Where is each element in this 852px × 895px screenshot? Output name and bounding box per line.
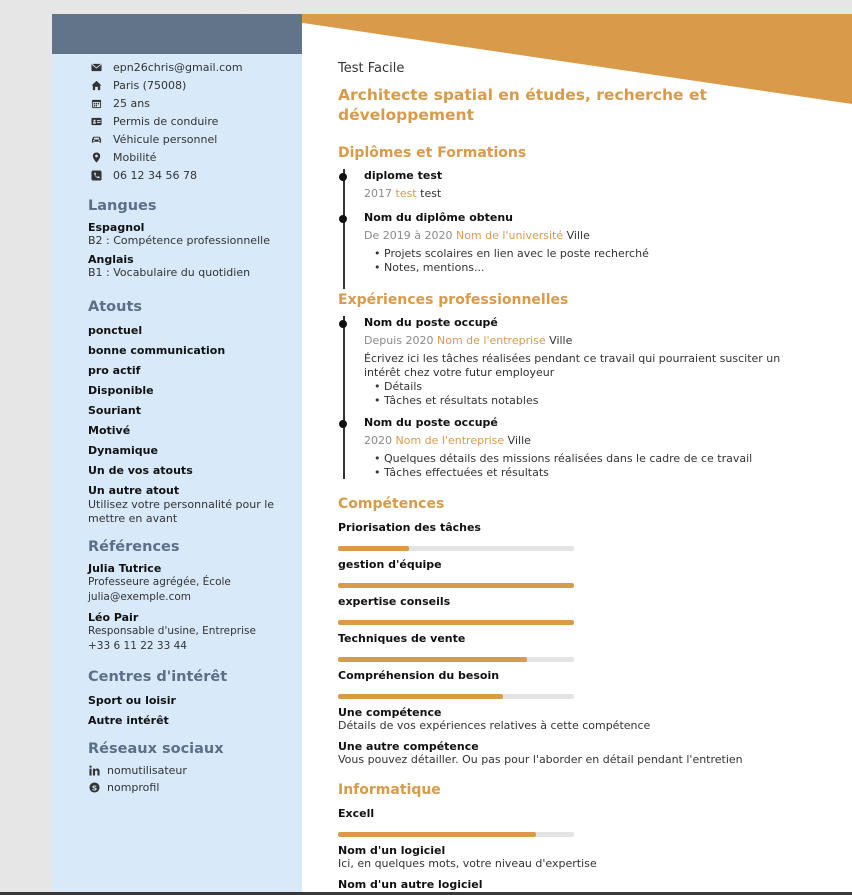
bullet-item: • Projets scolaires en lien avec le poste recherché: [364, 247, 819, 261]
contact-address: [90, 76, 243, 94]
reference-contact[interactable]: +33 6 11 22 33 44: [88, 640, 187, 652]
interests-section: [88, 669, 288, 734]
atout-item: Un de vos atouts: [88, 464, 193, 477]
home-icon: [90, 79, 102, 91]
experience-meta: [364, 334, 819, 352]
contact-mobility: [90, 148, 243, 166]
experience-date: 2020: [364, 434, 392, 447]
contact-phone-text: 06 12 34 56 78: [113, 168, 197, 182]
timeline-dot: [339, 420, 347, 428]
skill-bar-fill: [338, 620, 574, 625]
experience-item: [364, 416, 819, 480]
bullet-item: • Notes, mentions...: [364, 261, 819, 275]
it-text-item: [338, 878, 808, 891]
social-section: [88, 741, 288, 796]
atout-item: Motivé: [88, 424, 131, 437]
social-linkedin[interactable]: [88, 762, 288, 779]
social-skype[interactable]: [88, 779, 288, 796]
language-level: B2 : Compétence professionnelle: [88, 234, 270, 247]
diploma-item: [364, 211, 819, 275]
svg-text:S: S: [91, 783, 97, 793]
skill-item: [338, 632, 574, 652]
atout-item: Souriant: [88, 404, 142, 417]
languages-section: [88, 198, 288, 285]
languages-title: Langues: [88, 198, 157, 214]
experiences-title: Expériences professionnelles: [338, 292, 569, 308]
it-text-name: Nom d'un logiciel: [338, 844, 446, 857]
diploma-school: Nom de l'université: [455, 229, 564, 242]
social-skype-text: nomprofil: [107, 781, 160, 794]
envelope-icon: [90, 61, 102, 73]
interests-title: Centres d'intérêt: [88, 669, 228, 685]
reference-role: Professeure agrégée, École: [88, 576, 231, 588]
linkedin-icon: [88, 765, 100, 777]
diploma-date: De 2019 à 2020: [364, 229, 453, 242]
calendar-icon: [90, 97, 102, 109]
atout-item: bonne communication: [88, 344, 226, 357]
bullet-item: • Détails: [364, 380, 819, 394]
it-text-name: Nom d'un autre logiciel: [338, 878, 483, 891]
diploma-title: diplome test: [364, 169, 443, 182]
it-text-desc: Ici, en quelques mots, votre niveau d'expertise: [338, 857, 597, 870]
job-title: Architecte spatial en études, recherche et développement: [338, 86, 707, 124]
skill-name: gestion d'équipe: [338, 558, 442, 571]
experience-title: Nom du poste occupé: [364, 416, 498, 429]
skill-name: Techniques de vente: [338, 632, 466, 645]
language-item: [88, 221, 288, 247]
diplomas-title: Diplômes et Formations: [338, 145, 527, 161]
atout-description: Utilisez votre personnalité pour le mettre en avant: [88, 498, 275, 525]
skill-bar-fill: [338, 657, 527, 662]
contact-email[interactable]: [90, 58, 243, 76]
skill-item: [338, 595, 574, 615]
contact-age: [90, 94, 243, 112]
skill-item: [338, 521, 574, 541]
references-title: Références: [88, 539, 180, 555]
skill-name: Priorisation des tâches: [338, 521, 481, 534]
contact-list: [90, 58, 243, 184]
skills-title: Compétences: [338, 496, 445, 512]
skill-text-item: [338, 740, 808, 766]
language-name: Espagnol: [88, 221, 145, 234]
skill-text-desc: Détails de vos expériences relatives à cette compétence: [338, 719, 651, 732]
language-item: [88, 253, 288, 279]
social-title: Réseaux sociaux: [88, 741, 224, 757]
diploma-city: Ville: [566, 229, 590, 242]
experience-company: Nom de l'entreprise: [395, 434, 505, 447]
contact-license: [90, 112, 243, 130]
experience-company: Nom de l'entreprise: [436, 334, 546, 347]
atout-item: Disponible: [88, 384, 154, 397]
resume-page: [52, 14, 852, 892]
skill-bar: [338, 694, 574, 699]
diploma-item: [364, 169, 819, 205]
it-skill-name: Excell: [338, 807, 375, 820]
reference-item: [88, 611, 288, 654]
skill-item: [338, 669, 574, 689]
timeline-line: [343, 169, 345, 289]
language-name: Anglais: [88, 253, 134, 266]
language-level: B1 : Vocabulaire du quotidien: [88, 266, 251, 279]
skill-bar-fill: [338, 546, 409, 551]
experience-bullets: [364, 452, 819, 480]
skill-bar-fill: [338, 694, 503, 699]
skill-item: [338, 558, 574, 578]
skype-icon: [88, 782, 100, 794]
reference-contact[interactable]: julia@exemple.com: [88, 591, 192, 603]
diploma-meta: [364, 187, 819, 205]
diploma-school: test: [395, 187, 417, 200]
contact-mobility-text: Mobilité: [113, 150, 157, 164]
experience-date: Depuis 2020: [364, 334, 434, 347]
experience-city: Ville: [507, 434, 531, 447]
it-title: Informatique: [338, 782, 441, 798]
atout-item: pro actif: [88, 364, 141, 377]
skill-bar: [338, 546, 574, 551]
skill-bar: [338, 583, 574, 588]
contact-vehicle: [90, 130, 243, 148]
it-text-item: [338, 844, 808, 870]
timeline-dot: [339, 215, 347, 223]
interest-item: Sport ou loisir: [88, 694, 176, 707]
diploma-meta: [364, 229, 819, 247]
map-pin-icon: [90, 151, 102, 163]
timeline-dot: [339, 320, 347, 328]
diploma-title: Nom du diplôme obtenu: [364, 211, 513, 224]
reference-item: [88, 562, 288, 605]
skill-name: expertise conseils: [338, 595, 451, 608]
skill-bar-fill: [338, 583, 574, 588]
contact-address-text: Paris (75008): [113, 78, 187, 92]
timeline-line: [343, 316, 345, 479]
diploma-city: test: [420, 187, 442, 200]
skill-bar: [338, 657, 574, 662]
bullet-item: • Quelques détails des missions réalisées dans le cadre de ce travail: [364, 452, 819, 466]
reference-name: Léo Pair: [88, 611, 139, 624]
skill-text-desc: Vous pouvez détailler. Ou pas pour l'aborder en détail pendant l'entretien: [338, 753, 743, 766]
phone-icon: [90, 169, 102, 181]
skill-name: Compréhension du besoin: [338, 669, 500, 682]
bullet-item: • Tâches et résultats notables: [364, 394, 819, 408]
candidate-name: Test Facile: [338, 61, 405, 76]
diploma-date: 2017: [364, 187, 392, 200]
experience-city: Ville: [549, 334, 573, 347]
bullet-item: • Tâches effectuées et résultats: [364, 466, 819, 480]
it-skill-bar: [338, 832, 574, 837]
experience-title: Nom du poste occupé: [364, 316, 498, 329]
skill-text-item: [338, 706, 808, 732]
id-card-icon: [90, 115, 102, 127]
contact-age-text: 25 ans: [113, 96, 150, 110]
diploma-bullets: [364, 247, 819, 275]
interest-item: Autre intérêt: [88, 714, 169, 727]
atout-item: ponctuel: [88, 324, 143, 337]
it-skill-item: [338, 807, 574, 827]
atout-item: Un autre atout: [88, 484, 180, 497]
it-skill-bar-fill: [338, 832, 536, 837]
contact-phone[interactable]: [90, 166, 243, 184]
skill-bar: [338, 620, 574, 625]
skill-text-name: Une compétence: [338, 706, 442, 719]
reference-name: Julia Tutrice: [88, 562, 162, 575]
references-section: [88, 539, 288, 654]
car-icon: [90, 133, 102, 145]
contact-license-text: Permis de conduire: [113, 114, 219, 128]
atouts-section: [88, 299, 288, 526]
timeline-dot: [339, 173, 347, 181]
reference-role: Responsable d'usine, Entreprise: [88, 625, 256, 637]
experience-description: Écrivez ici les tâches réalisées pendant ce travail qui pourraient susciter un intérêt chez votre futur employeur: [364, 352, 781, 379]
social-linkedin-text: nomutilisateur: [107, 764, 187, 777]
experience-item: [364, 316, 819, 408]
skill-text-name: Une autre compétence: [338, 740, 479, 753]
experience-bullets: [364, 380, 819, 408]
contact-email-text: epn26chris@gmail.com: [113, 60, 243, 74]
experience-meta: [364, 434, 819, 452]
atout-item: Dynamique: [88, 444, 158, 457]
atouts-title: Atouts: [88, 299, 142, 315]
contact-vehicle-text: Véhicule personnel: [113, 132, 218, 146]
